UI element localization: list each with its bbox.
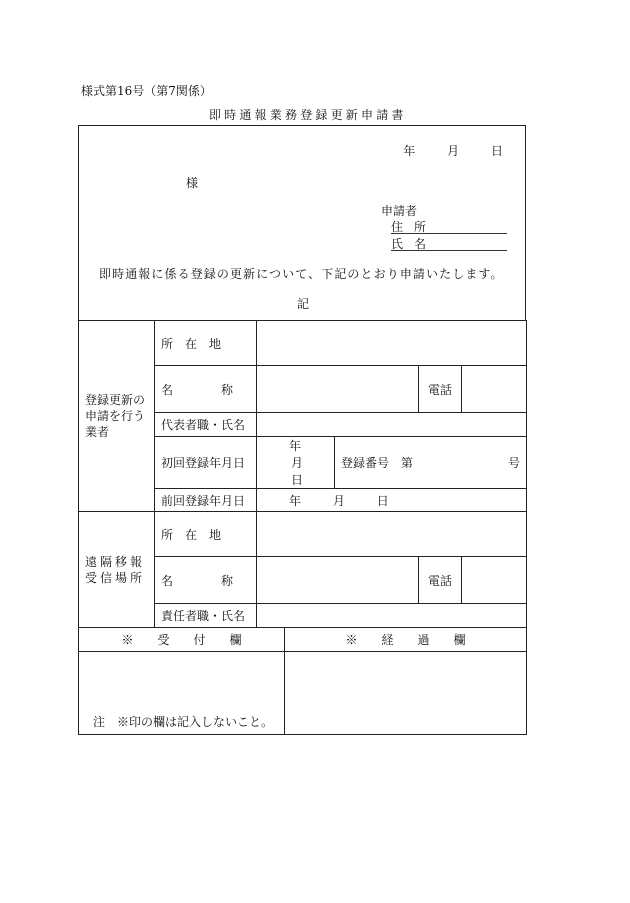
application-table <box>78 320 527 735</box>
progress-field[interactable] <box>285 652 527 735</box>
representative-field[interactable] <box>257 413 527 437</box>
remote-phone-label: 電話 <box>419 557 462 604</box>
business-location-field[interactable] <box>257 321 527 366</box>
footnote: 注 ※印の欄は記入しないこと。 <box>93 715 274 729</box>
previous-registration-label: 前回登録年月日 <box>155 489 257 512</box>
remote-location-field[interactable] <box>257 512 527 557</box>
responsible-person-label: 責任者職・氏名 <box>155 604 257 628</box>
registration-number-label: 登録番号 <box>341 456 390 470</box>
number-suffix: 号 <box>508 456 521 470</box>
remote-label-line1: 遠隔移報 <box>85 554 146 569</box>
day-label: 日 <box>376 493 389 508</box>
progress-column-header: ※ 経 過 欄 <box>285 628 527 652</box>
remote-name-field[interactable] <box>257 557 419 604</box>
previous-registration-date-field[interactable] <box>257 489 527 512</box>
date-line <box>375 142 503 159</box>
number-prefix: 第 <box>400 456 413 470</box>
reception-column-header: ※ 受 付 欄 <box>79 628 285 652</box>
business-phone-field[interactable] <box>462 366 527 413</box>
year-label: 年 <box>289 439 302 453</box>
business-location-label: 所 在 地 <box>155 321 257 366</box>
applicant-address-line[interactable] <box>391 218 507 234</box>
business-label-line2: 申請を行う <box>85 409 146 423</box>
applicant-name-line[interactable] <box>391 235 507 251</box>
month-label: 月 <box>447 144 460 158</box>
business-name-label: 名 称 <box>155 366 257 413</box>
first-registration-label: 初回登録年月日 <box>155 437 257 489</box>
application-header-box <box>78 125 526 321</box>
year-label: 年 <box>403 144 416 158</box>
remote-phone-field[interactable] <box>462 557 527 604</box>
name-label: 氏名 <box>391 237 438 251</box>
day-label: 日 <box>291 473 304 487</box>
applicant-label: 申請者 <box>381 204 418 218</box>
month-label: 月 <box>332 493 345 508</box>
ki-heading: 記 <box>297 297 310 311</box>
remote-name-label: 名 称 <box>155 557 257 604</box>
remote-label-line2: 受信場所 <box>85 570 146 585</box>
page-title: 即時通報業務登録更新申請書 <box>209 108 407 122</box>
addressee-suffix: 様 <box>186 176 199 190</box>
business-phone-label: 電話 <box>419 366 462 413</box>
remote-section-label <box>79 512 155 628</box>
remote-location-label: 所 在 地 <box>155 512 257 557</box>
business-name-field[interactable] <box>257 366 419 413</box>
representative-label: 代表者職・氏名 <box>155 413 257 437</box>
first-registration-date-field[interactable] <box>257 437 335 489</box>
responsible-person-field[interactable] <box>257 604 527 628</box>
form-number: 様式第16号（第7関係） <box>81 84 212 98</box>
day-label: 日 <box>490 144 503 158</box>
year-label: 年 <box>289 493 302 508</box>
business-label-line1: 登録更新の <box>85 393 146 407</box>
month-label: 月 <box>291 456 304 470</box>
address-label: 住所 <box>391 220 438 234</box>
business-label-line3: 業者 <box>85 425 110 439</box>
business-section-label <box>79 321 155 512</box>
request-statement: 即時通報に係る登録の更新について、下記のとおり申請いたします。 <box>99 267 504 281</box>
registration-number-field[interactable] <box>335 437 527 489</box>
